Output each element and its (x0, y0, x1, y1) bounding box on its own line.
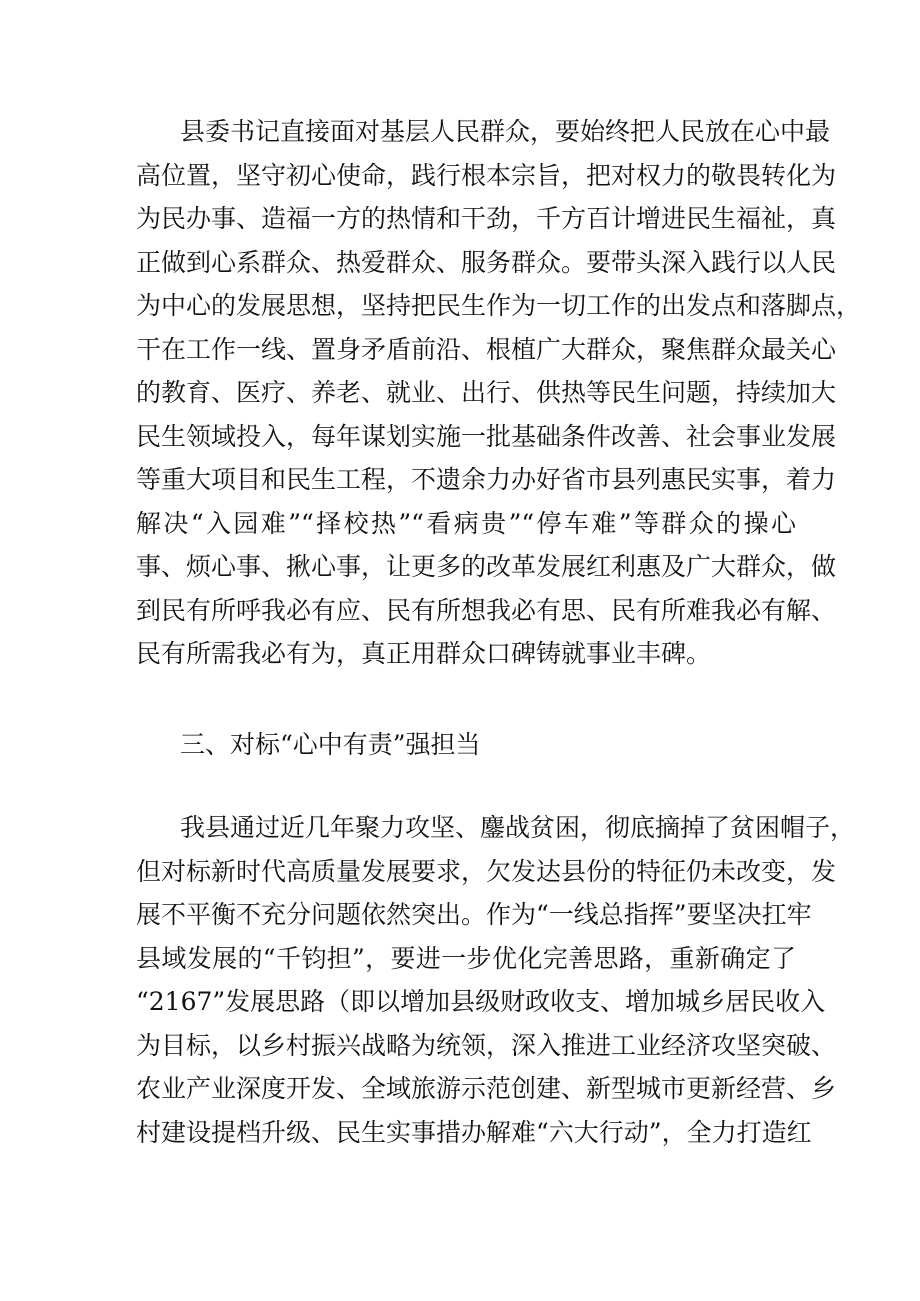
paragraph-line: 农业产业深度开发、全域旅游示范创建、新型城市更新经营、乡 (136, 1074, 837, 1103)
paragraph-line: 等重大项目和民生工程，不遗余力办好省市县列惠民实事，着力 (136, 465, 837, 494)
paragraph-line: 为中心的发展思想，坚持把民生作为一切工作的出发点和落脚点， (136, 291, 862, 320)
paragraph-line: 事、烦心事、揪心事，让更多的改革发展红利惠及广大群众，做 (136, 552, 837, 581)
paragraph-line: 高位置，坚守初心使命，践行根本宗旨，把对权力的敬畏转化为 (136, 160, 837, 190)
paragraph-line: 民有所需我必有为，真正用群众口碑铸就事业丰碑。 (136, 639, 712, 668)
paragraph-line: 正做到心系群众、热爱群众、服务群众。要带头深入践行以人民 (136, 247, 837, 277)
paragraph-line: 为民办事、造福一方的热情和干劲，千方百计增进民生福祉，真 (136, 204, 837, 233)
paragraph-line: 干在工作一线、置身矛盾前沿、根植广大群众，聚焦群众最关心 (136, 334, 837, 364)
section-heading (136, 723, 796, 767)
body-paragraph (136, 110, 862, 676)
paragraph-line: “2167”发展思路（即以增加县级财政收支、增加城乡居民收入 (136, 987, 826, 1016)
paragraph-line: 我县通过近几年聚力攻坚、鏖战贫困，彻底摘掉了贫困帽子， (180, 813, 856, 842)
paragraph-line: 县域发展的“千钧担”，要进一步优化完善思路，重新确定了 (136, 943, 796, 973)
section-heading-text: 三、对标“心中有责”强担当 (180, 730, 481, 759)
paragraph-line: 到民有所呼我必有应、民有所想我必有思、民有所难我必有解、 (136, 595, 837, 625)
paragraph-line: 为目标，以乡村振兴战略为统领，深入推进工业经济攻坚突破、 (136, 1030, 837, 1060)
paragraph-line: 县委书记直接面对基层人民群众，要始终把人民放在心中最 (180, 117, 831, 146)
paragraph-line: 展不平衡不充分问题依然突出。作为“一线总指挥”要坚决扛牢 (136, 900, 812, 929)
paragraph-line: 的教育、医疗、养老、就业、出行、供热等民生问题，持续加大 (136, 378, 837, 407)
paragraph-line: 村建设提档升级、民生实事措办解难“六大行动”，全力打造红 (136, 1117, 812, 1147)
body-paragraph (136, 806, 856, 1154)
paragraph-line: 但对标新时代高质量发展要求，欠发达县份的特征仍未改变，发 (136, 856, 837, 886)
paragraph-line: 解决“入园难”“择校热”“看病贵”“停车难”等群众的操心 (136, 508, 796, 538)
paragraph-line: 民生领域投入，每年谋划实施一批基础条件改善、社会事业发展 (136, 421, 837, 451)
